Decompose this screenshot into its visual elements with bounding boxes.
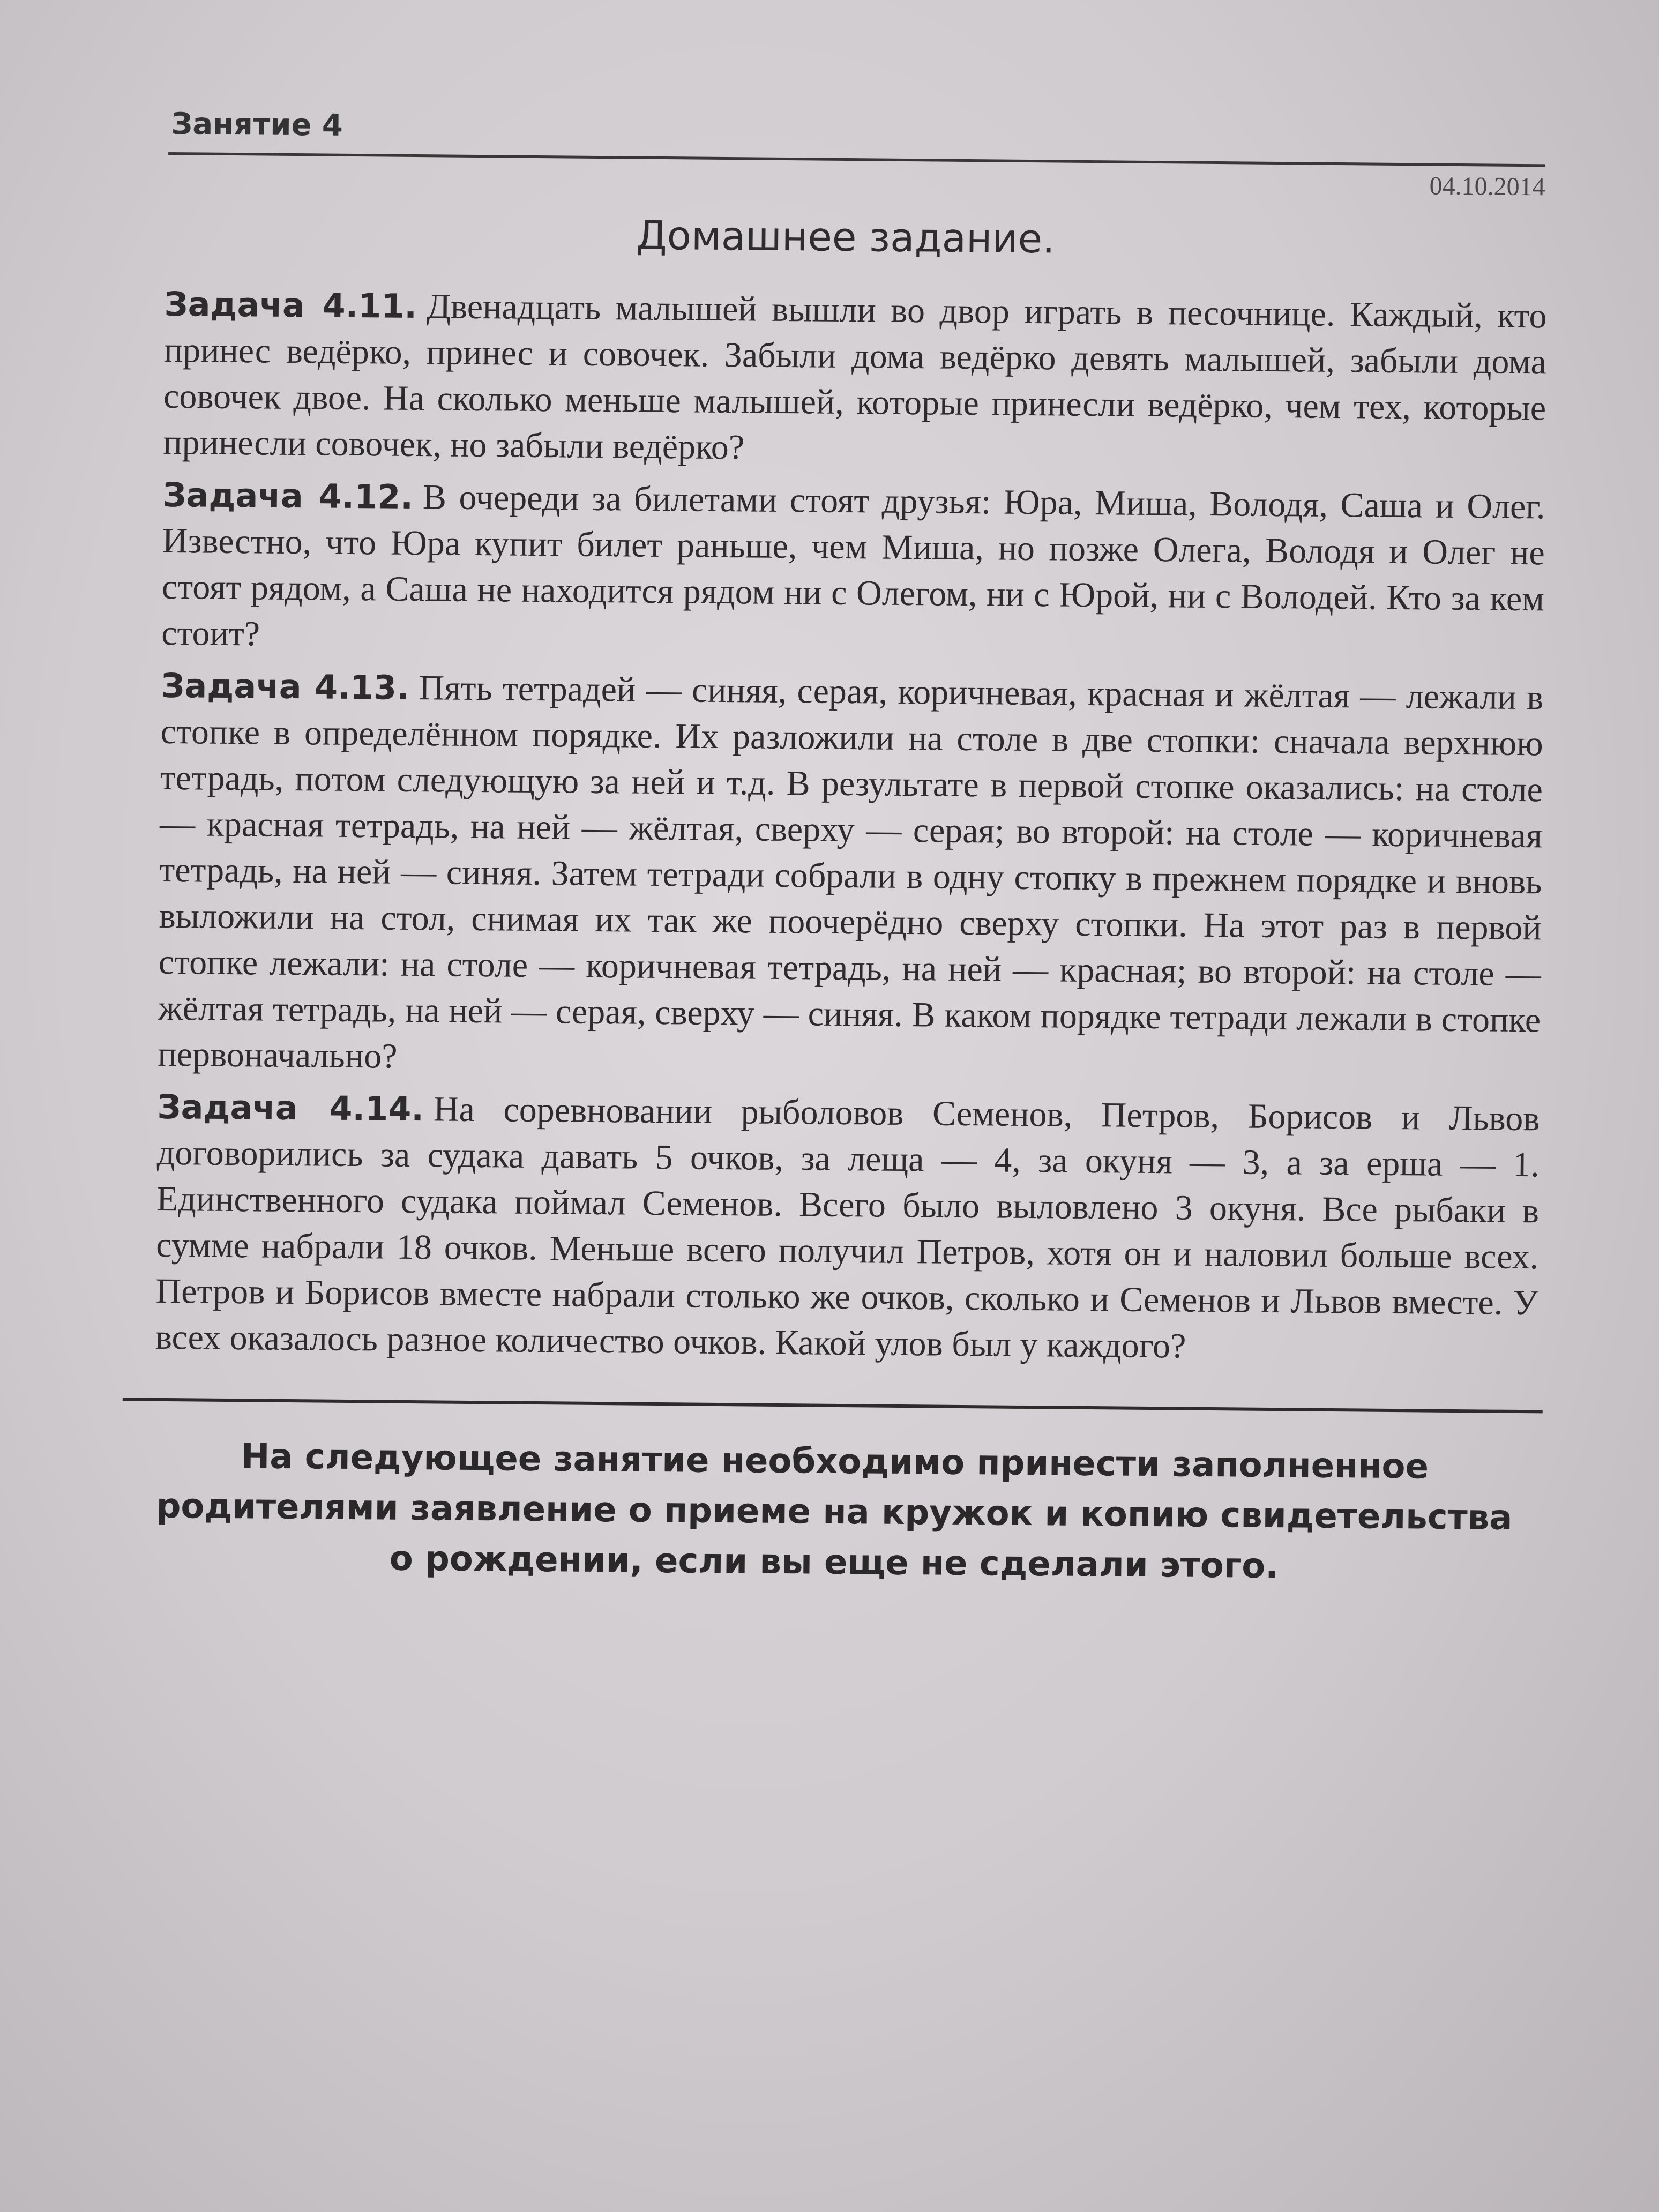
header-divider — [168, 152, 1545, 167]
problem-label: Задача 4.13. — [161, 666, 409, 707]
problem-label: Задача 4.12. — [162, 475, 414, 517]
lesson-date: 04.10.2014 — [1429, 171, 1545, 201]
problem-label: Задача 4.14. — [157, 1087, 424, 1129]
lesson-label: Занятие 4 — [171, 107, 343, 143]
problem-4-12 — [161, 472, 1545, 669]
problem-label: Задача 4.11. — [164, 284, 417, 326]
notice-text: На следующее занятие необходимо принести заполненное родителями заявление о приеме на кружок и копию свидетельства о рождении, если вы еще не сделали этого. — [156, 1437, 1513, 1587]
problem-text: Двенадцать малышей вышли во двор играть в песочнице. Каждый, кто принес ведёрко, принес и совочек. Забыли дома ведёрко девять малышей, забыли дома совочек двое. На сколько меньше малышей, которые принесли ведёрко, чем тех, которые принесли совочек, но забыли ведёрко? — [163, 287, 1547, 467]
footer-divider — [123, 1398, 1543, 1413]
problem-text: В очереди за билетами стоят друзья: Юра, Миша, Володя, Саша и Олег. Известно, что Юра купит билет раньше, чем Миша, но позже Олега, Володя и Олег не стоят рядом, а Саша не находится рядом ни с Олегом, ни с Юрой, ни с Володей. Кто за кем стоит? — [161, 477, 1545, 654]
problem-4-13 — [158, 663, 1544, 1089]
problem-4-14 — [155, 1084, 1540, 1372]
page-title: Домашнее задание. — [636, 212, 1055, 263]
homework-sheet — [106, 95, 1570, 2090]
problem-text: На соревновании рыболовов Семенов, Петров, Борисов и Львов договорились за судака давать 5 очков, за леща — 4, за окуня — 3, а за ерша — 1. Единственного судака поймал Семенов. Всего было выловлено 3 окуня. Все рыбаки в сумме набрали 18 очков. Меньше всего получил Петров, хотя он и наловил больше всех. Петров и Борисов вместе набрали столько же очков, сколько и Семенов и Львов вместе. У всех оказалось разное количество очков. Какой улов был у каждого? — [155, 1089, 1540, 1366]
problem-text: Пять тетрадей — синяя, серая, коричневая, красная и жёлтая — лежали в стопке в определённом порядке. Их разложили на столе в две стопки: сначала верхнюю тетрадь, потом следующую за ней и т.д. В результате в первой стопке оказались: на столе — красная тетрадь, на ней — жёлтая, сверху — серая; во второй: на столе — коричневая тетрадь, на ней — синяя. Затем тетради собрали в одну стопку в прежнем порядке и вновь выложили на стол, снимая их так же поочерёдно сверху стопки. На этот раз в первой стопке лежали: на столе — коричневая тетрадь, на ней — красная; во второй: на столе — жёлтая тетрадь, на ней — серая, сверху — синяя. В каком порядке тетради лежали в стопке первоначально? — [158, 668, 1544, 1076]
problem-list — [112, 281, 1568, 1372]
problem-4-11 — [163, 281, 1547, 478]
page-header — [123, 95, 1570, 199]
